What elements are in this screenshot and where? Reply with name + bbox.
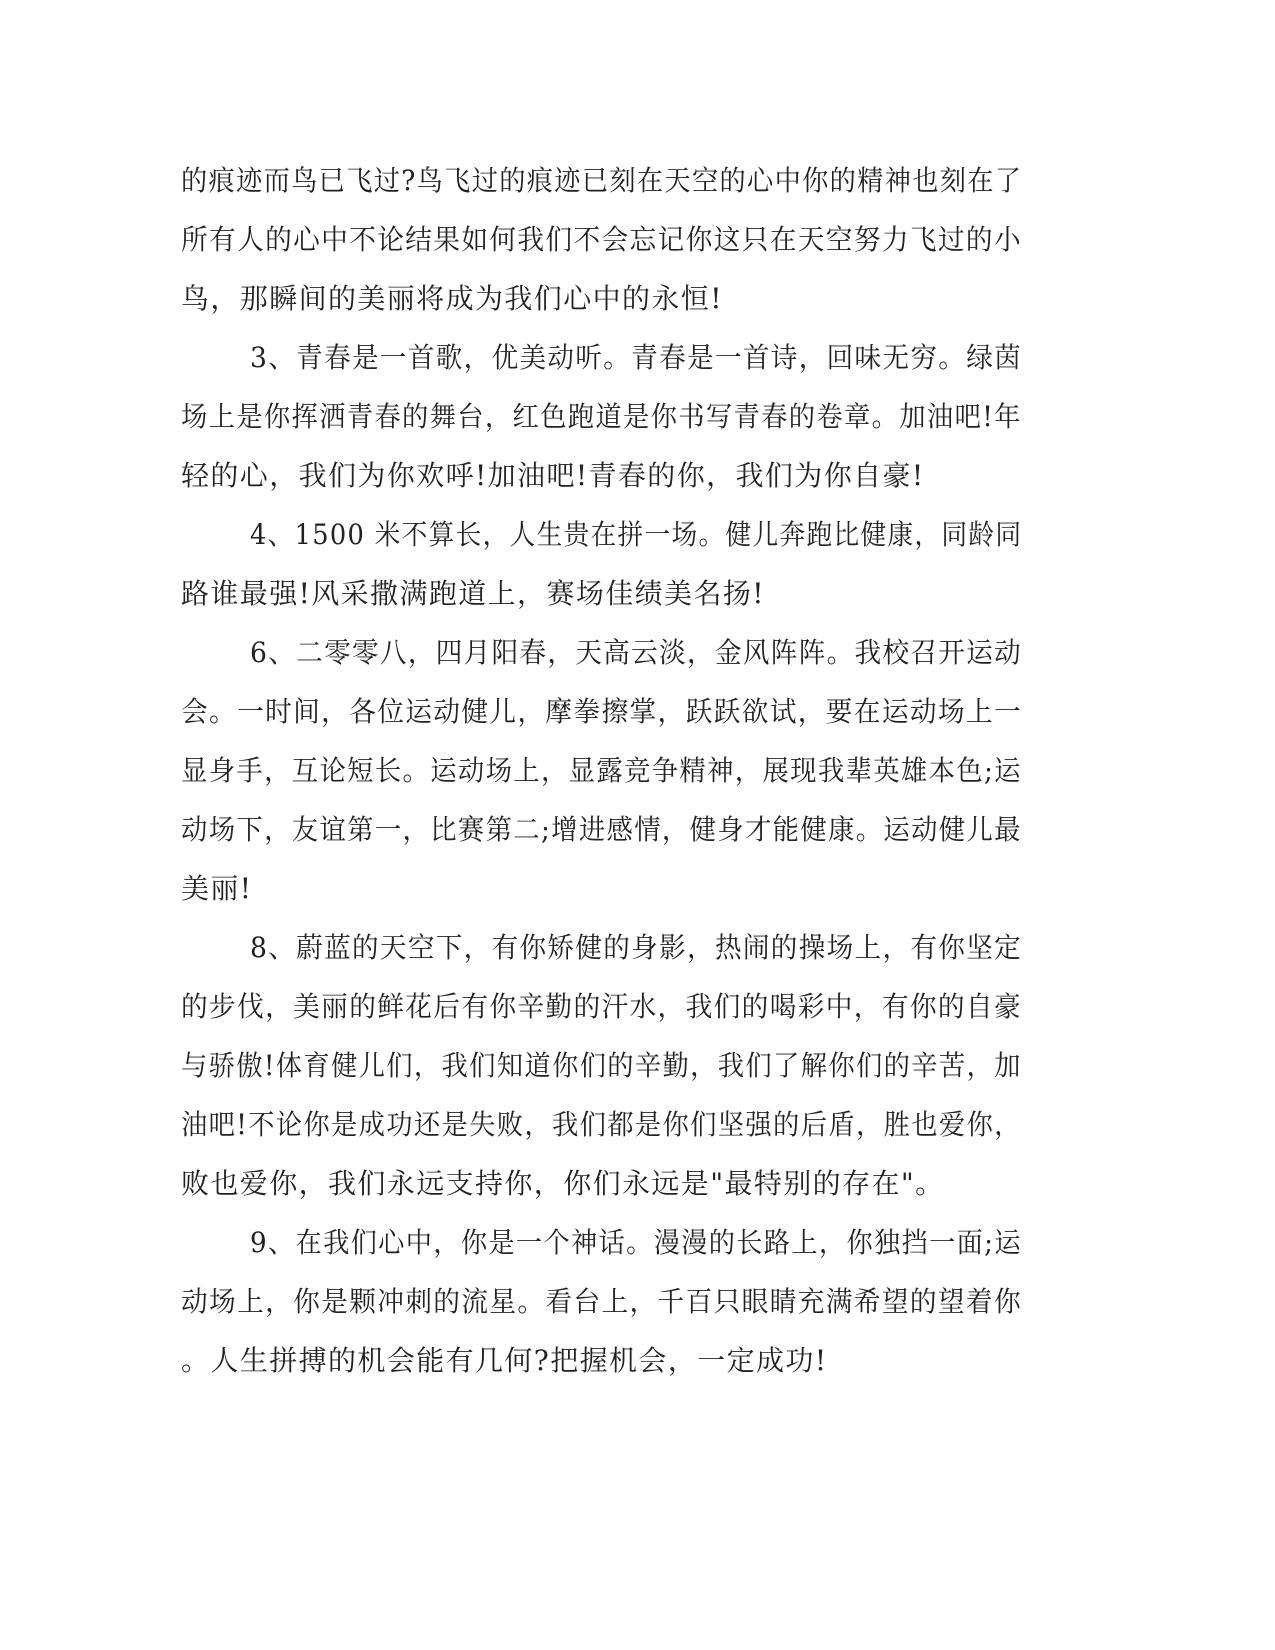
text-line: 美丽! — [181, 872, 253, 905]
text-line: 场上是你挥洒青春的舞台，红色跑道是你书写青春的卷章。加油吧!年 — [181, 400, 1022, 433]
text-line: 8、蔚蓝的天空下，有你矫健的身影，热闹的操场上，有你坚定 — [250, 931, 1023, 964]
text-line: 。人生拼搏的机会能有几何?把握机会，一定成功! — [181, 1344, 828, 1377]
text-line: 鸟，那瞬间的美丽将成为我们心中的永恒! — [181, 282, 723, 315]
text-line: 动场下，友谊第一，比赛第二;增进感情，健身才能健康。运动健儿最 — [181, 813, 1022, 846]
text-line: 路谁最强!风采撒满跑道上，赛场佳绩美名扬! — [181, 577, 765, 610]
text-line: 油吧!不论你是成功还是失败，我们都是你们坚强的后盾，胜也爱你， — [181, 1108, 1022, 1141]
text-line: 9、在我们心中，你是一个神话。漫漫的长路上，你独挡一面;运 — [250, 1226, 1022, 1259]
text-line: 会。一时间，各位运动健儿，摩拳擦掌，跃跃欲试，要在运动场上一 — [181, 695, 1023, 728]
text-line: 与骄傲!体育健儿们，我们知道你们的辛勤，我们了解你们的辛苦，加 — [181, 1049, 1022, 1082]
text-line: 4、1500 米不算长，人生贵在拼一场。健儿奔跑比健康，同龄同 — [250, 518, 1023, 551]
text-line: 显身手，互论短长。运动场上，显露竞争精神，展现我辈英雄本色;运 — [181, 754, 1022, 787]
text-line: 动场上，你是颗冲刺的流星。看台上，千百只眼睛充满希望的望着你 — [181, 1285, 1023, 1318]
text-line: 轻的心，我们为你欢呼!加油吧!青春的你，我们为你自豪! — [181, 459, 925, 492]
text-line: 所有人的心中不论结果如何我们不会忘记你这只在天空努力飞过的小 — [181, 223, 1023, 256]
text-line: 的痕迹而鸟已飞过?鸟飞过的痕迹已刻在天空的心中你的精神也刻在了 — [181, 164, 1023, 197]
text-line: 的步伐，美丽的鲜花后有你辛勤的汗水，我们的喝彩中，有你的自豪 — [181, 990, 1023, 1023]
text-line: 败也爱你，我们永远支持你，你们永远是"最特别的存在"。 — [181, 1167, 945, 1200]
text-line: 3、青春是一首歌，优美动听。青春是一首诗，回味无穷。绿茵 — [250, 341, 1023, 374]
text-line: 6、二零零八，四月阳春，天高云淡，金风阵阵。我校召开运动 — [250, 636, 1023, 669]
